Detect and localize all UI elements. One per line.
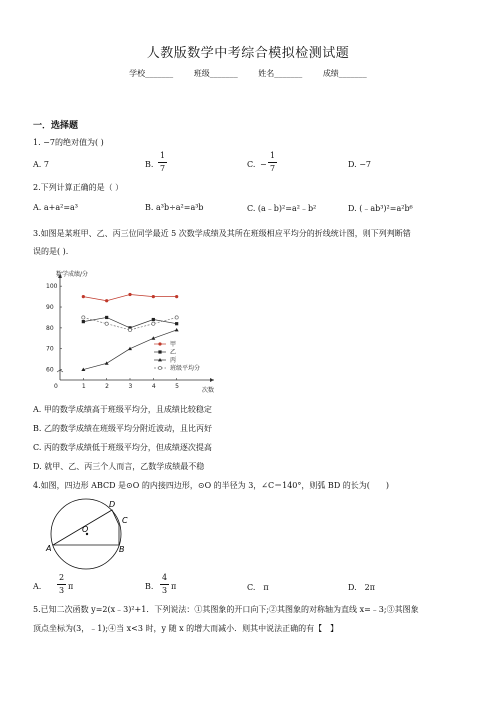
label-c: C (122, 516, 128, 525)
page-title: 人教版数学中考综合模拟检测试题 (146, 46, 350, 61)
q1-b-numerator: 1 (159, 151, 166, 160)
q2-option-b: B. a³b÷a²=a³b (145, 203, 204, 212)
y-tick-label: 100 (46, 283, 58, 291)
q1-option-b-label: B. (145, 160, 154, 169)
q4-option-b-label: B. (145, 582, 154, 591)
q1-c-denominator: 7 (269, 164, 276, 173)
legend-marker (158, 342, 161, 345)
x-tick-label: 3 (128, 383, 133, 390)
label-a: A (46, 544, 52, 553)
x-axis-arrow (210, 378, 214, 382)
q5-line1: 5.已知二次函数 y=2(x﹣3)²+1．下列说法：①其图象的开口向下;②其图象的对称轴为直线 x=﹣3;③其图象 (33, 605, 419, 614)
data-point (175, 316, 178, 319)
q2-option-a: A. a+a²=a³ (33, 203, 78, 212)
data-point (152, 318, 155, 321)
x-tick-label: 2 (105, 383, 109, 390)
q4-option-c: C. π (247, 583, 269, 592)
data-point (175, 328, 179, 331)
data-point (175, 295, 178, 298)
chart-series (81, 293, 178, 371)
q1-option-d: D. −7 (348, 160, 372, 169)
q4-b-denominator: 3 (161, 586, 168, 595)
legend-label: 丙 (170, 357, 177, 364)
class-field[interactable]: 班级_______ (193, 69, 238, 78)
data-point (82, 320, 85, 323)
q4-option-b-fraction (160, 573, 169, 596)
x-axis-title: 次数 (202, 387, 215, 394)
data-point (105, 322, 108, 325)
label-b: B (119, 545, 125, 554)
y-tick-label: 70 (46, 345, 54, 353)
q3-option-d: D. 就甲、乙、丙三个人而言，乙数学成绩最不稳 (33, 462, 205, 471)
legend-label: 乙 (170, 349, 177, 356)
q3-option-c: C. 丙的数学成绩低于班级平均分，但成绩逐次提高 (33, 443, 212, 452)
data-point (105, 299, 108, 302)
student-info-line (0, 68, 496, 79)
x-tick-label: 1 (81, 383, 86, 390)
data-point (128, 328, 131, 331)
data-point (175, 322, 178, 325)
section-heading: 一．选择题 (33, 121, 79, 131)
score-field[interactable]: 成绩_______ (322, 69, 367, 78)
label-d: D (109, 500, 116, 509)
x-tick-label: 4 (151, 383, 156, 390)
school-field[interactable]: 学校_______ (129, 69, 174, 78)
q4-option-a-pi: π (68, 582, 74, 591)
chart-axes (46, 270, 214, 394)
q4-option-a-fraction (57, 573, 66, 596)
origin-label: 0 (54, 383, 58, 390)
score-line-chart (30, 268, 250, 398)
q4-b-numerator: 4 (161, 573, 168, 582)
legend-label: 班级平均分 (170, 365, 201, 372)
q4-a-denominator: 3 (58, 586, 65, 595)
q2-stem: 2.下列计算正确的是（ ） (33, 183, 124, 192)
data-point (152, 295, 155, 298)
q3-stem-line2: 误的是( ). (33, 247, 69, 256)
q5-line2: 顶点坐标为(3，﹣1);④当 x<3 时，y 随 x 的增大而减小．则其中说法正确的有【 】 (33, 624, 339, 633)
x-tick-label: 5 (175, 383, 179, 390)
q4-option-a-label: A. (33, 582, 42, 591)
y-axis-title: 数学成绩/分 (56, 271, 89, 278)
q4-a-numerator: 2 (58, 573, 65, 582)
circle-geometry-figure (40, 496, 140, 574)
q4-option-b-pi: π (171, 582, 177, 591)
legend-marker (158, 350, 161, 353)
y-tick-label: 90 (46, 304, 54, 312)
q4-stem: 4.如图，四边形 ABCD 是⊙O 的内接四边形，⊙O 的半径为 3，∠C＝140°，则弧 BD 的长为( ) (33, 481, 390, 490)
legend-label: 甲 (170, 341, 177, 348)
q1-option-c-label: C. (247, 160, 256, 169)
q2-option-d: D. (﹣ab³)²=a²b⁶ (348, 204, 413, 213)
q3-option-b: B. 乙的数学成绩在班级平均分附近波动，且比丙好 (33, 424, 212, 433)
q1-option-a: A. 7 (33, 160, 49, 169)
y-tick-label: 60 (46, 366, 54, 374)
data-point (82, 316, 85, 319)
label-o: O (82, 525, 89, 534)
q3-option-a: A. 甲的数学成绩高于班级平均分，且成绩比较稳定 (33, 405, 212, 414)
chart-legend (154, 340, 200, 372)
q1-option-c-sign: − (260, 160, 267, 169)
q2-option-c: C. (a﹣b)²=a²﹣b² (247, 204, 317, 213)
data-point (105, 361, 109, 364)
data-point (128, 293, 131, 296)
q4-option-d: D. 2π (348, 583, 376, 592)
q1-b-denominator: 7 (159, 164, 166, 173)
q1-option-c-fraction (268, 151, 277, 174)
q1-option-b-fraction (158, 151, 167, 174)
data-point (105, 316, 108, 319)
data-point (152, 322, 155, 325)
legend-marker (158, 366, 161, 369)
q3-stem-line1: 3.如图是某班甲、乙、丙三位同学最近 5 次数学成绩及其所在班级相应平均分的折线统计图，则下列判断错 (33, 229, 411, 238)
data-point (82, 295, 85, 298)
name-field[interactable]: 姓名_______ (258, 69, 303, 78)
q1-stem: 1. −7的绝对值为( ) (33, 138, 104, 147)
q1-c-numerator: 1 (269, 151, 276, 160)
y-tick-label: 80 (46, 324, 54, 332)
